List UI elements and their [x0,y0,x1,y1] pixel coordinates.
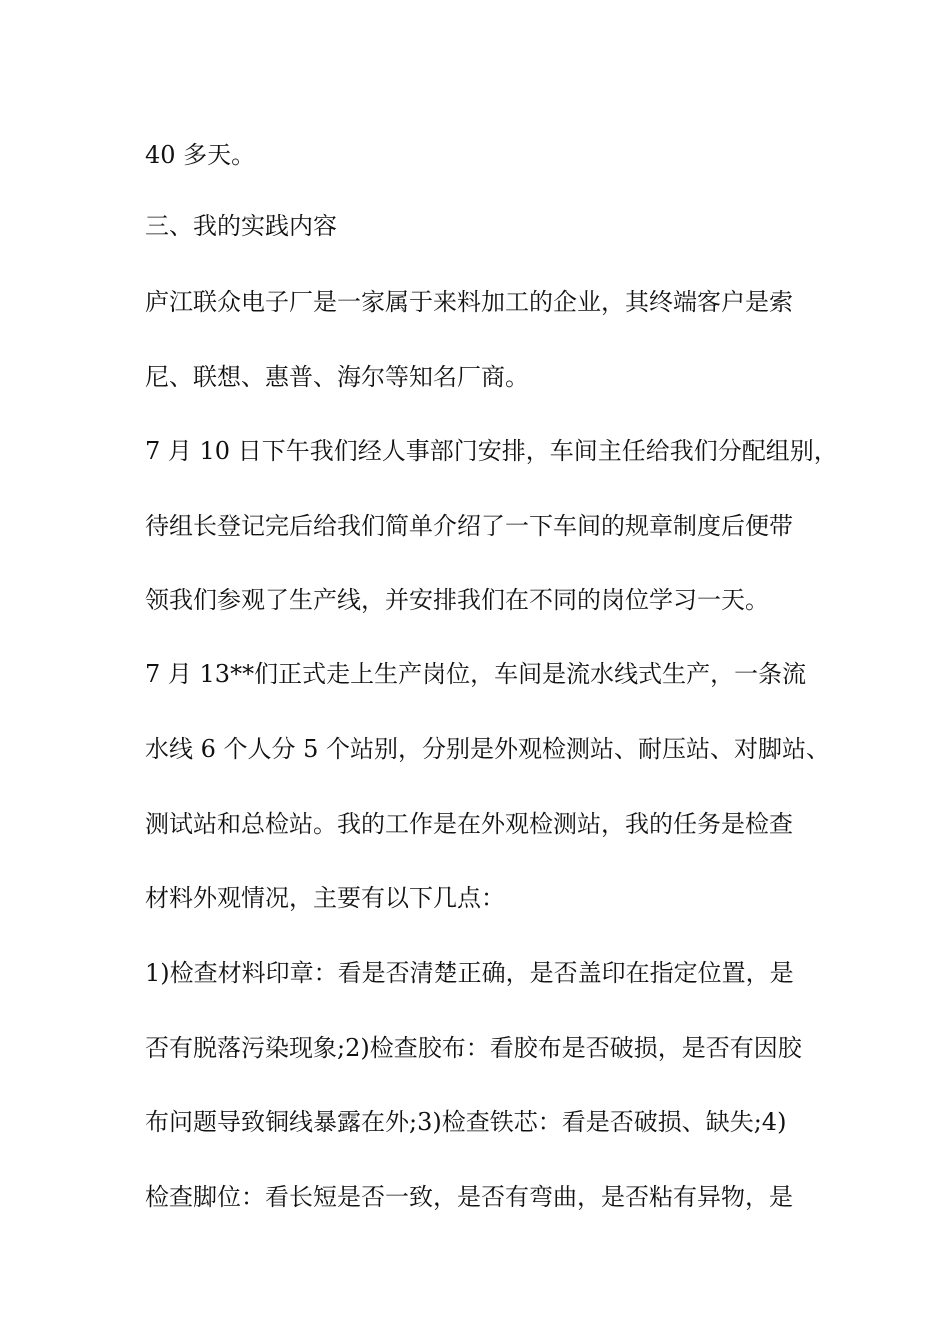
text-line: 7 月 10 日下午我们经人事部门安排，车间主任给我们分配组别， [145,437,838,465]
text-line: 水线 6 个人分 5 个站别，分别是外观检测站、耐压站、对脚站、 [145,735,831,763]
text-line: 材料外观情况，主要有以下几点： [145,884,505,912]
text-line: 待组长登记完后给我们简单介绍了一下车间的规章制度后便带 [145,512,793,540]
text-line: 尼、联想、惠普、海尔等知名厂商。 [145,363,529,391]
section-heading: 三、我的实践内容 [145,212,337,240]
text-line: 否有脱落污染现象;2)检查胶布：看胶布是否破损，是否有因胶 [145,1034,802,1062]
text-line: 40 多天。 [145,141,256,169]
text-line: 布问题导致铜线暴露在外;3)检查铁芯：看是否破损、缺失;4) [145,1108,787,1136]
text-line: 领我们参观了生产线，并安排我们在不同的岗位学习一天。 [145,586,769,614]
text-line: 7 月 13**们正式走上生产岗位，车间是流水线式生产，一条流 [145,660,807,688]
text-line: 测试站和总检站。我的工作是在外观检测站，我的任务是检查 [145,810,793,838]
text-line: 庐江联众电子厂是一家属于来料加工的企业，其终端客户是索 [145,288,793,316]
text-line: 检查脚位：看长短是否一致，是否有弯曲，是否粘有异物，是 [145,1183,793,1211]
text-line: 1)检查材料印章：看是否清楚正确，是否盖印在指定位置，是 [145,959,794,987]
